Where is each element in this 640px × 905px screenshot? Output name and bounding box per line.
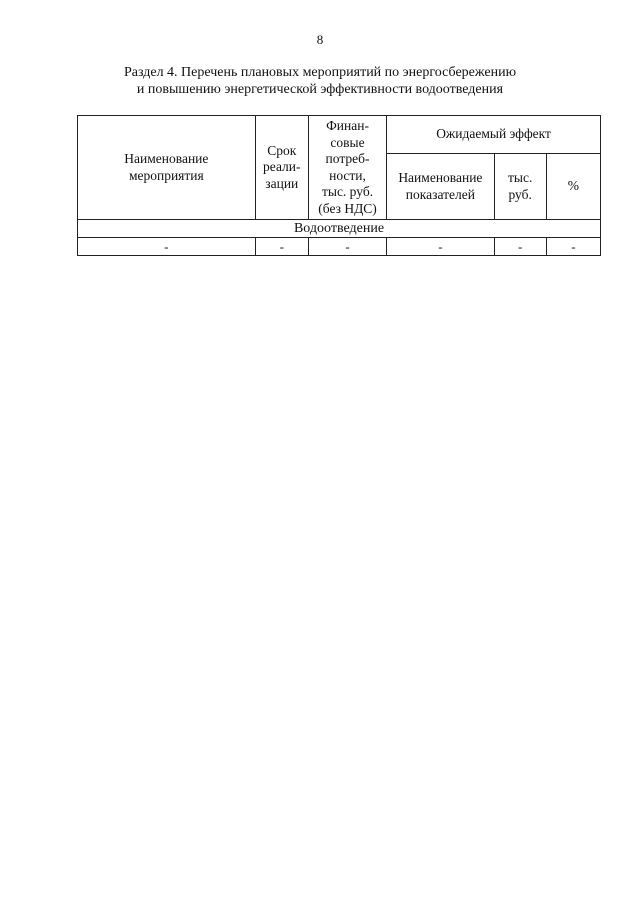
page-number: 8 bbox=[316, 32, 324, 47]
header-term-line-1: Срок bbox=[267, 142, 297, 158]
cell-measure-name: - bbox=[78, 238, 256, 256]
cell-thousand-rub: - bbox=[494, 238, 546, 256]
header-indicator-name-line-2: показателей bbox=[405, 186, 475, 202]
header-indicator-name bbox=[387, 154, 494, 220]
header-measure-name bbox=[78, 116, 256, 220]
section-label: Водоотведение bbox=[78, 220, 601, 238]
header-financing-line-2: совые bbox=[330, 134, 365, 150]
header-financing-line-1: Финан- bbox=[326, 118, 369, 133]
cell-term: - bbox=[255, 238, 308, 256]
cell-percent: - bbox=[546, 238, 600, 256]
header-measure-name-line-2: мероприятия bbox=[128, 167, 204, 183]
header-financing-line-5: тыс. руб. bbox=[321, 184, 374, 199]
header-row-1 bbox=[78, 116, 601, 154]
section-title bbox=[60, 64, 580, 98]
header-financing-line-3: потреб- bbox=[325, 151, 370, 166]
header-term-line-3: зации bbox=[265, 175, 299, 191]
cell-financing: - bbox=[308, 238, 386, 256]
header-financing-line-6: (без НДС) bbox=[318, 200, 377, 216]
section-title-line-1: Раздел 4. Перечень плановых мероприятий по энергосбережению bbox=[123, 65, 517, 80]
header-expected-effect: Ожидаемый эффект bbox=[387, 116, 601, 154]
header-thousand-rub-line-2: руб. bbox=[508, 186, 532, 202]
header-term bbox=[255, 116, 308, 220]
header-percent: % bbox=[546, 154, 600, 220]
header-financing bbox=[308, 116, 386, 220]
header-measure-name-line-1: Наименование bbox=[124, 151, 209, 166]
header-indicator-name-line-1: Наименование bbox=[398, 170, 483, 185]
section-row bbox=[78, 220, 601, 238]
header-financing-line-4: ности, bbox=[329, 167, 366, 183]
header-thousand-rub bbox=[494, 154, 546, 220]
section-title-line-2: и повышению энергетической эффективности водоотведения bbox=[136, 82, 504, 97]
table-row bbox=[78, 238, 601, 256]
header-term-line-2: реали- bbox=[263, 159, 301, 175]
header-thousand-rub-line-1: тыс. bbox=[508, 170, 533, 185]
measures-table bbox=[77, 115, 601, 256]
cell-indicator-name: - bbox=[387, 238, 494, 256]
